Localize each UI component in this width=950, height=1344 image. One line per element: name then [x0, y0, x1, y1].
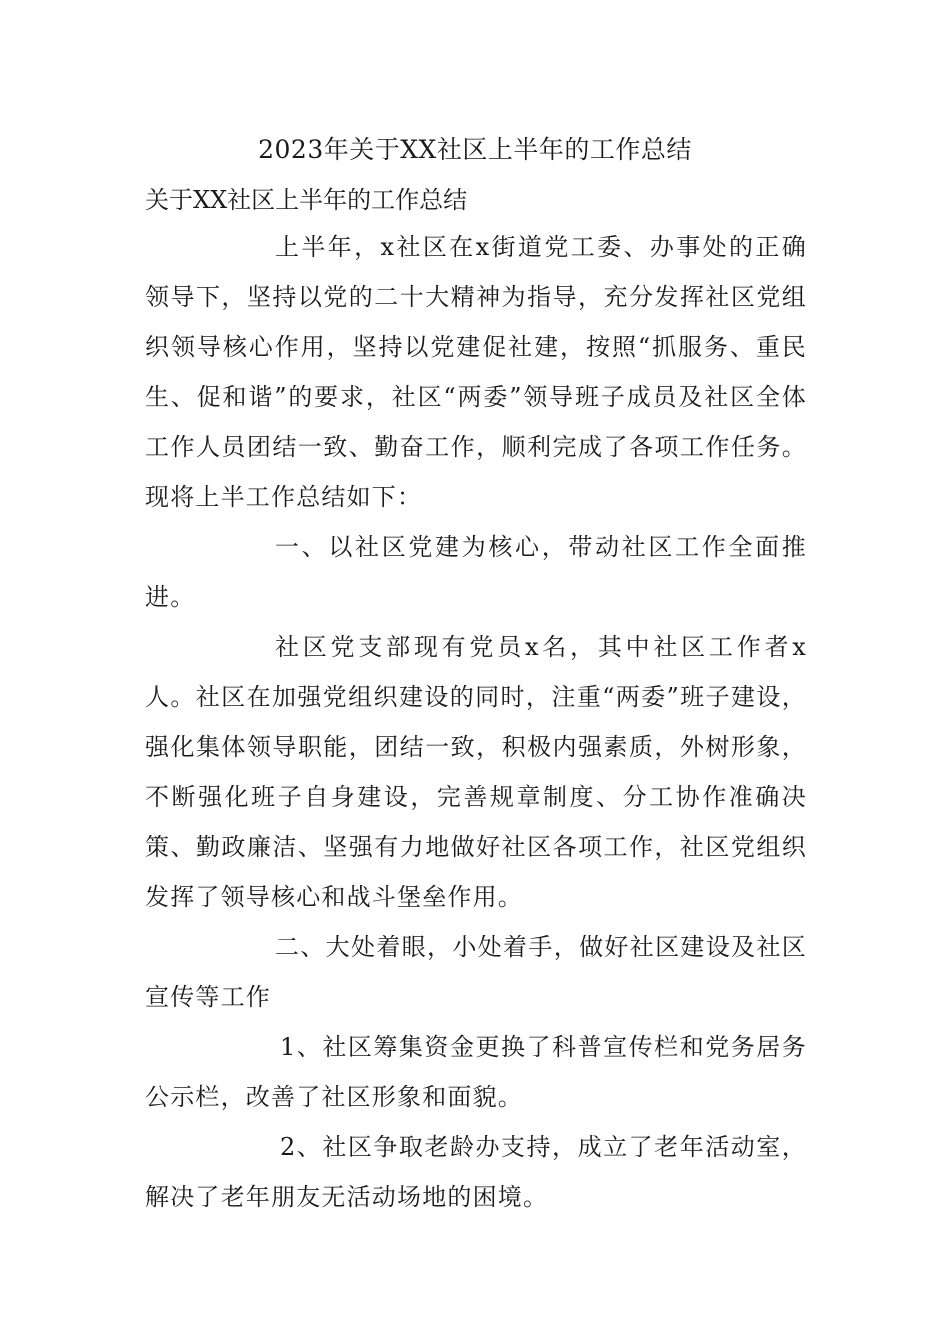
document-title: 2023年关于XX社区上半年的工作总结 — [258, 135, 692, 164]
section-heading-2: 二、大处着眼，小处着手，做好社区建设及社区宣传等工作 — [145, 933, 807, 1011]
document-subtitle: 关于XX社区上半年的工作总结 — [145, 186, 468, 214]
list-item-1: 1、社区筹集资金更换了科普宣传栏和党务居务公示栏，改善了社区形象和面貌。 — [145, 1033, 807, 1111]
paragraph-intro: 上半年，x社区在x街道党工委、办事处的正确领导下，坚持以党的二十大精神为指导，充分发挥社区党组织领导核心作用，坚持以党建促社建，按照“抓服务、重民生、促和谐”的要求，社区“两委”领导班子成员及社区全体工作人员团结一致、勤奋工作，顺利完成了各项工作任务。现将上半工作总结如下： — [145, 233, 807, 511]
section-heading-1: 一、以社区党建为核心，带动社区工作全面推进。 — [145, 533, 807, 611]
paragraph-party-branch: 社区党支部现有党员x名，其中社区工作者x人。社区在加强党组织建设的同时，注重“两委”班子建设，强化集体领导职能，团结一致，积极内强素质，外树形象，不断强化班子自身建设，完善规章制度、分工协作准确决策、勤政廉洁、坚强有力地做好社区各项工作，社区党组织发挥了领导核心和战斗堡垒作用。 — [145, 633, 807, 911]
list-item-2: 2、社区争取老龄办支持，成立了老年活动室，解决了老年朋友无活动场地的困境。 — [145, 1133, 807, 1211]
